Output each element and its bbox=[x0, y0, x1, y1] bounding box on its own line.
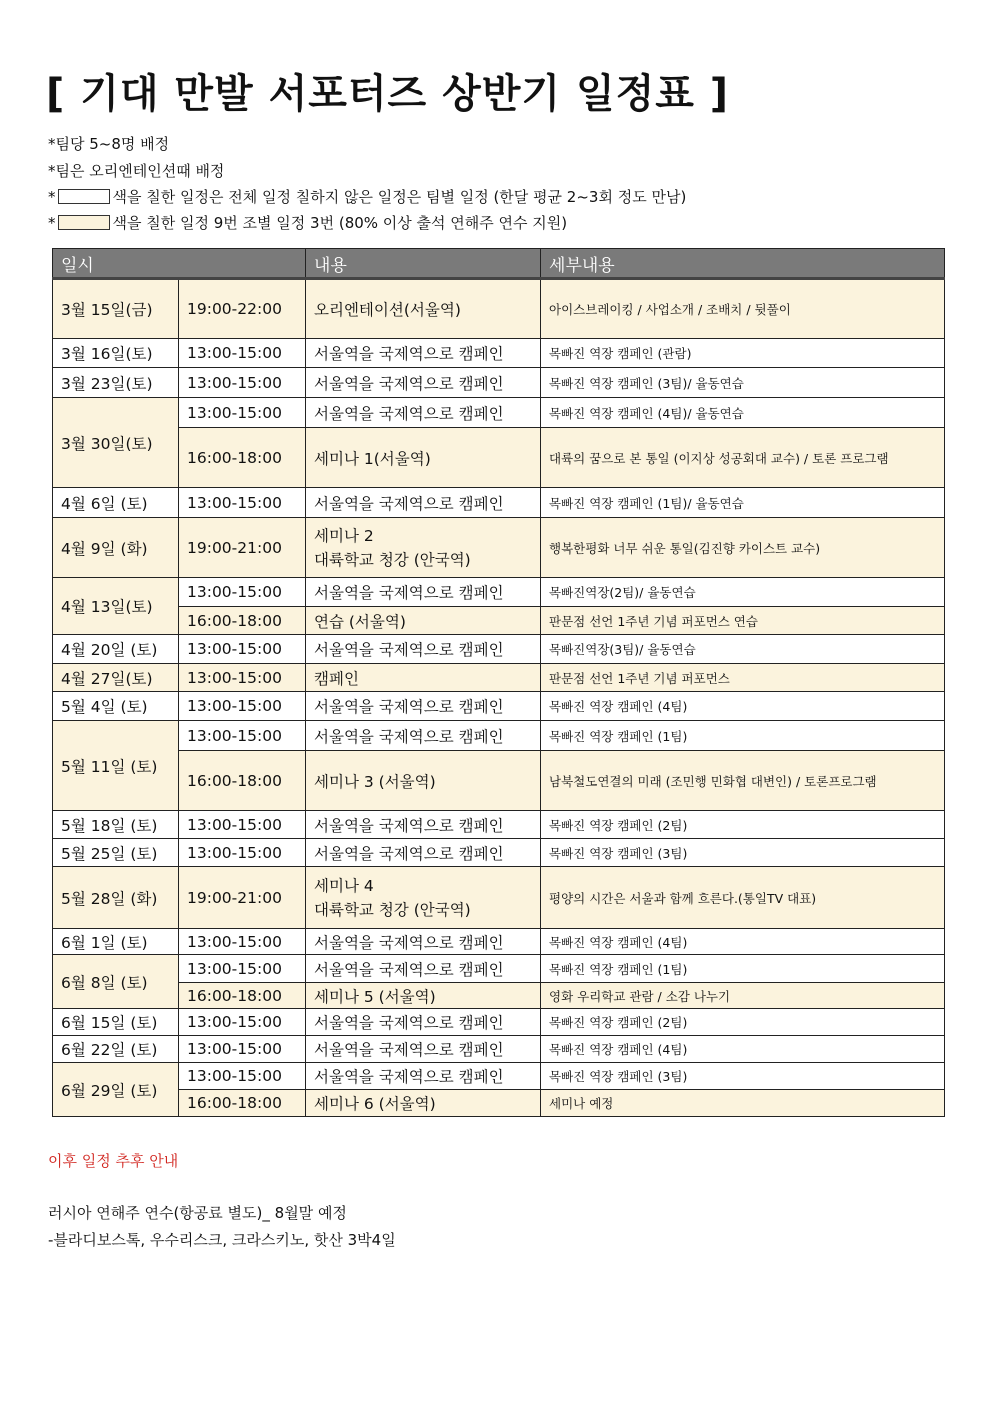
cell-date: 4월 6일 (토) bbox=[53, 488, 179, 518]
cell-time: 19:00-21:00 bbox=[179, 518, 306, 578]
cell-detail: 목빠진역장(2팀)/ 율동연습 bbox=[541, 578, 945, 607]
cell-content: 서울역을 국제역으로 캠페인 bbox=[306, 578, 541, 607]
cell-date: 4월 9일 (화) bbox=[53, 518, 179, 578]
cell-time: 13:00-15:00 bbox=[179, 664, 306, 692]
cell-detail: 평양의 시간은 서울과 함께 흐른다.(통일TV 대표) bbox=[541, 867, 945, 929]
cell-detail: 목빠진역장(3팀)/ 율동연습 bbox=[541, 635, 945, 664]
cell-detail: 목빠진 역장 캠페인 (1팀) bbox=[541, 721, 945, 751]
cell-time: 13:00-15:00 bbox=[179, 635, 306, 664]
russia-trip-cities: -블라디보스톡, 우수리스크, 크라스키노, 핫산 3박4일 bbox=[48, 1231, 396, 1249]
cell-detail: 대륙의 꿈으로 본 통일 (이지상 성공회대 교수) / 토론 프로그램 bbox=[541, 428, 945, 488]
cell-detail: 행복한평화 너무 쉬운 통일(김진향 카이스트 교수) bbox=[541, 518, 945, 578]
page-title: [ 기대 만발 서포터즈 상반기 일정표 ] bbox=[46, 71, 730, 117]
cell-date: 4월 20일 (토) bbox=[53, 635, 179, 664]
note-text: 색을 칠한 일정 9번 조별 일정 3번 (80% 이상 출석 연해주 연수 지원) bbox=[112, 214, 568, 232]
cell-content bbox=[306, 867, 541, 929]
note-shading-legend bbox=[48, 186, 686, 208]
cell-date: 6월 8일 (토) bbox=[53, 955, 179, 1009]
cell-content: 세미나 6 (서울역) bbox=[306, 1090, 541, 1117]
cell-time: 13:00-15:00 bbox=[179, 839, 306, 867]
cell-content: 서울역을 국제역으로 캠페인 bbox=[306, 721, 541, 751]
cell-content: 서울역을 국제역으로 캠페인 bbox=[306, 488, 541, 518]
cell-date: 3월 23일(토) bbox=[53, 368, 179, 398]
cell-detail: 목빠진 역장 캠페인 (3팀)/ 율동연습 bbox=[541, 368, 945, 398]
content-line: 세미나 2 bbox=[314, 526, 374, 545]
cell-time: 16:00-18:00 bbox=[179, 983, 306, 1009]
table-row bbox=[53, 983, 945, 1009]
cell-detail: 판문점 선언 1주년 기념 퍼포먼스 연습 bbox=[541, 607, 945, 635]
header-content: 내용 bbox=[306, 249, 541, 279]
cell-content: 캠페인 bbox=[306, 664, 541, 692]
cell-time: 13:00-15:00 bbox=[179, 398, 306, 428]
cell-detail: 목빠진 역장 캠페인 (1팀)/ 율동연습 bbox=[541, 488, 945, 518]
cell-time: 13:00-15:00 bbox=[179, 578, 306, 607]
cell-content: 서울역을 국제역으로 캠페인 bbox=[306, 839, 541, 867]
cell-detail: 목빠진 역장 캠페인 (4팀) bbox=[541, 929, 945, 955]
cell-date: 6월 29일 (토) bbox=[53, 1063, 179, 1117]
table-row bbox=[53, 839, 945, 867]
cell-content: 서울역을 국제역으로 캠페인 bbox=[306, 339, 541, 368]
cell-detail: 목빠진 역장 캠페인 (2팀) bbox=[541, 1009, 945, 1036]
cell-date: 3월 30일(토) bbox=[53, 398, 179, 488]
content-line: 세미나 4 bbox=[314, 876, 374, 895]
table-row bbox=[53, 751, 945, 811]
table-row bbox=[53, 607, 945, 635]
table-row bbox=[53, 867, 945, 929]
cell-content: 서울역을 국제역으로 캠페인 bbox=[306, 1063, 541, 1090]
header-datetime: 일시 bbox=[53, 249, 306, 279]
cell-detail: 목빠진 역장 캠페인 (2팀) bbox=[541, 811, 945, 839]
table-row bbox=[53, 1036, 945, 1063]
cell-time: 13:00-15:00 bbox=[179, 1009, 306, 1036]
table-row bbox=[53, 1090, 945, 1117]
cell-content: 서울역을 국제역으로 캠페인 bbox=[306, 811, 541, 839]
schedule-table bbox=[52, 248, 945, 1117]
cell-date: 6월 15일 (토) bbox=[53, 1009, 179, 1036]
cell-detail: 목빠진 역장 캠페인 (3팀) bbox=[541, 839, 945, 867]
cell-detail: 목빠진 역장 캠페인 (4팀) bbox=[541, 692, 945, 721]
header-detail: 세부내용 bbox=[541, 249, 945, 279]
cell-content: 세미나 1(서울역) bbox=[306, 428, 541, 488]
note-attendance bbox=[48, 212, 567, 234]
cell-time: 13:00-15:00 bbox=[179, 929, 306, 955]
cell-date: 4월 13일(토) bbox=[53, 578, 179, 635]
cell-content: 세미나 3 (서울역) bbox=[306, 751, 541, 811]
table-row bbox=[53, 339, 945, 368]
cell-time: 16:00-18:00 bbox=[179, 607, 306, 635]
table-header-row bbox=[53, 249, 945, 279]
content-line: 대륙학교 청강 (안국역) bbox=[314, 550, 471, 569]
cell-content: 서울역을 국제역으로 캠페인 bbox=[306, 1009, 541, 1036]
table-row bbox=[53, 635, 945, 664]
note-bullet: * bbox=[48, 188, 56, 206]
content-line: 대륙학교 청강 (안국역) bbox=[314, 900, 471, 919]
cell-date: 3월 16일(토) bbox=[53, 339, 179, 368]
cell-date: 3월 15일(금) bbox=[53, 279, 179, 339]
note-team-assign: *팀은 오리엔테인션때 배정 bbox=[48, 162, 225, 180]
cell-detail: 목빠진 역장 캠페인 (1팀) bbox=[541, 955, 945, 983]
color-swatch-unshaded bbox=[58, 189, 110, 204]
cell-date: 5월 4일 (토) bbox=[53, 692, 179, 721]
cell-time: 19:00-21:00 bbox=[179, 867, 306, 929]
cell-date: 4월 27일(토) bbox=[53, 664, 179, 692]
cell-time: 13:00-15:00 bbox=[179, 1063, 306, 1090]
cell-date: 5월 18일 (토) bbox=[53, 811, 179, 839]
table-row bbox=[53, 692, 945, 721]
cell-time: 13:00-15:00 bbox=[179, 368, 306, 398]
cell-content: 서울역을 국제역으로 캠페인 bbox=[306, 368, 541, 398]
cell-time: 13:00-15:00 bbox=[179, 721, 306, 751]
cell-time: 13:00-15:00 bbox=[179, 1036, 306, 1063]
note-bullet: * bbox=[48, 214, 56, 232]
cell-content: 서울역을 국제역으로 캠페인 bbox=[306, 398, 541, 428]
cell-date: 5월 25일 (토) bbox=[53, 839, 179, 867]
cell-detail: 영화 우리학교 관람 / 소감 나누기 bbox=[541, 983, 945, 1009]
cell-content: 서울역을 국제역으로 캠페인 bbox=[306, 955, 541, 983]
cell-detail: 아이스브레이킹 / 사업소개 / 조배치 / 뒷풀이 bbox=[541, 279, 945, 339]
cell-time: 13:00-15:00 bbox=[179, 811, 306, 839]
cell-date: 6월 22일 (토) bbox=[53, 1036, 179, 1063]
cell-detail: 목빠진 역장 캠페인 (4팀) bbox=[541, 1036, 945, 1063]
cell-time: 13:00-15:00 bbox=[179, 488, 306, 518]
cell-content: 오리엔테이션(서울역) bbox=[306, 279, 541, 339]
table-row bbox=[53, 368, 945, 398]
table-row bbox=[53, 398, 945, 428]
color-swatch-shaded bbox=[58, 215, 110, 230]
table-row bbox=[53, 929, 945, 955]
cell-time: 16:00-18:00 bbox=[179, 751, 306, 811]
cell-content: 서울역을 국제역으로 캠페인 bbox=[306, 929, 541, 955]
table-row bbox=[53, 811, 945, 839]
cell-detail: 세미나 예정 bbox=[541, 1090, 945, 1117]
cell-time: 13:00-15:00 bbox=[179, 692, 306, 721]
table-row bbox=[53, 279, 945, 339]
table-row bbox=[53, 578, 945, 607]
later-schedule-notice: 이후 일정 추후 안내 bbox=[48, 1152, 179, 1170]
cell-detail: 목빠진 역장 캠페인 (4팀)/ 율동연습 bbox=[541, 398, 945, 428]
table-row bbox=[53, 518, 945, 578]
table-row bbox=[53, 1063, 945, 1090]
table-row bbox=[53, 1009, 945, 1036]
note-text: 색을 칠한 일정은 전체 일정 칠하지 않은 일정은 팀별 일정 (한달 평균 2~3회 정도 만남) bbox=[112, 188, 687, 206]
cell-detail: 남북철도연결의 미래 (조민행 민화협 대변인) / 토론프로그램 bbox=[541, 751, 945, 811]
table-row bbox=[53, 664, 945, 692]
table-row bbox=[53, 721, 945, 751]
table-row bbox=[53, 428, 945, 488]
note-team-size: *팀당 5~8명 배정 bbox=[48, 135, 170, 153]
cell-date: 5월 11일 (토) bbox=[53, 721, 179, 811]
cell-detail: 목빠진 역장 캠페인 (관람) bbox=[541, 339, 945, 368]
cell-time: 13:00-15:00 bbox=[179, 339, 306, 368]
table-row bbox=[53, 955, 945, 983]
cell-content bbox=[306, 518, 541, 578]
cell-time: 16:00-18:00 bbox=[179, 428, 306, 488]
cell-time: 13:00-15:00 bbox=[179, 955, 306, 983]
cell-time: 19:00-22:00 bbox=[179, 279, 306, 339]
russia-trip-notice: 러시아 연해주 연수(항공료 별도)_ 8월말 예정 bbox=[48, 1204, 347, 1222]
cell-content: 서울역을 국제역으로 캠페인 bbox=[306, 692, 541, 721]
cell-date: 6월 1일 (토) bbox=[53, 929, 179, 955]
table-row bbox=[53, 488, 945, 518]
cell-time: 16:00-18:00 bbox=[179, 1090, 306, 1117]
cell-date: 5월 28일 (화) bbox=[53, 867, 179, 929]
cell-detail: 판문점 선언 1주년 기념 퍼포먼스 bbox=[541, 664, 945, 692]
cell-content: 연습 (서울역) bbox=[306, 607, 541, 635]
cell-content: 서울역을 국제역으로 캠페인 bbox=[306, 1036, 541, 1063]
cell-content: 세미나 5 (서울역) bbox=[306, 983, 541, 1009]
cell-detail: 목빠진 역장 캠페인 (3팀) bbox=[541, 1063, 945, 1090]
cell-content: 서울역을 국제역으로 캠페인 bbox=[306, 635, 541, 664]
